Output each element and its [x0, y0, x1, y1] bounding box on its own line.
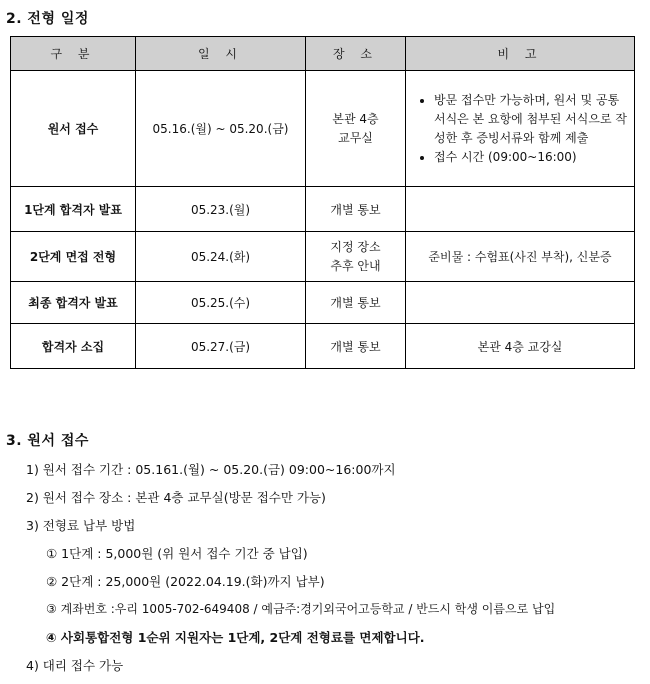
row-place: 본관 4층 교무실 [306, 71, 406, 187]
row-place: 개별 통보 [306, 324, 406, 369]
note-item: • 방문 접수만 가능하며, 원서 및 공통 서식은 본 요항에 첨부된 서식으로 작성한 후 증빙서류와 함께 제출 [434, 91, 634, 148]
row-date: 05.25.(수) [136, 282, 306, 324]
table-header-row [11, 37, 635, 71]
table-row [11, 71, 635, 187]
row-date: 05.16.(월) ~ 05.20.(금) [136, 71, 306, 187]
row-label: 1단계 합격자 발표 [11, 187, 136, 232]
section-title-schedule: 2. 전형 일정 [6, 11, 89, 27]
row-place: 지정 장소 추후 안내 [306, 232, 406, 282]
list-item: 2) 원서 접수 장소 : 본관 4층 교무실(방문 접수만 가능) [26, 490, 326, 505]
row-date: 05.27.(금) [136, 324, 306, 369]
list-item: 1) 원서 접수 기간 : 05.161.(월) ~ 05.20.(금) 09:00~16:00까지 [26, 462, 396, 477]
row-date: 05.24.(화) [136, 232, 306, 282]
row-notes [406, 71, 635, 187]
list-item: 4) 대리 접수 가능 [26, 658, 124, 673]
table-row [11, 282, 635, 324]
header-category: 구 분 [11, 37, 136, 71]
row-note: 본관 4층 교강실 [406, 324, 635, 369]
row-label: 합격자 소집 [11, 324, 136, 369]
row-place: 개별 통보 [306, 282, 406, 324]
list-item: ② 2단계 : 25,000원 (2022.04.19.(화)까지 납부) [46, 574, 325, 589]
list-item-emphasis: ④ 사회통합전형 1순위 지원자는 1단계, 2단계 전형료를 면제합니다. [46, 630, 425, 645]
row-note: 준비물 : 수험표(사진 부착), 신분증 [406, 232, 635, 282]
row-note [406, 187, 635, 232]
row-note [406, 282, 635, 324]
list-item: ③ 계좌번호 :우리 1005-702-649408 / 예금주:경기외국어고등학교 / 반드시 학생 이름으로 납입 [46, 602, 556, 616]
table-row [11, 232, 635, 282]
row-label: 최종 합격자 발표 [11, 282, 136, 324]
row-date: 05.23.(월) [136, 187, 306, 232]
header-remarks: 비 고 [406, 37, 635, 71]
list-item: 3) 전형료 납부 방법 [26, 518, 136, 533]
list-item: ① 1단계 : 5,000원 (위 원서 접수 기간 중 납입) [46, 546, 308, 561]
header-datetime: 일 시 [136, 37, 306, 71]
row-label: 2단계 면접 전형 [11, 232, 136, 282]
note-item: • 접수 시간 (09:00~16:00) [434, 148, 634, 167]
schedule-table [10, 36, 635, 369]
section-title-application: 3. 원서 접수 [6, 433, 89, 449]
row-label: 원서 접수 [11, 71, 136, 187]
table-row [11, 324, 635, 369]
header-place: 장 소 [306, 37, 406, 71]
row-place: 개별 통보 [306, 187, 406, 232]
table-row [11, 187, 635, 232]
